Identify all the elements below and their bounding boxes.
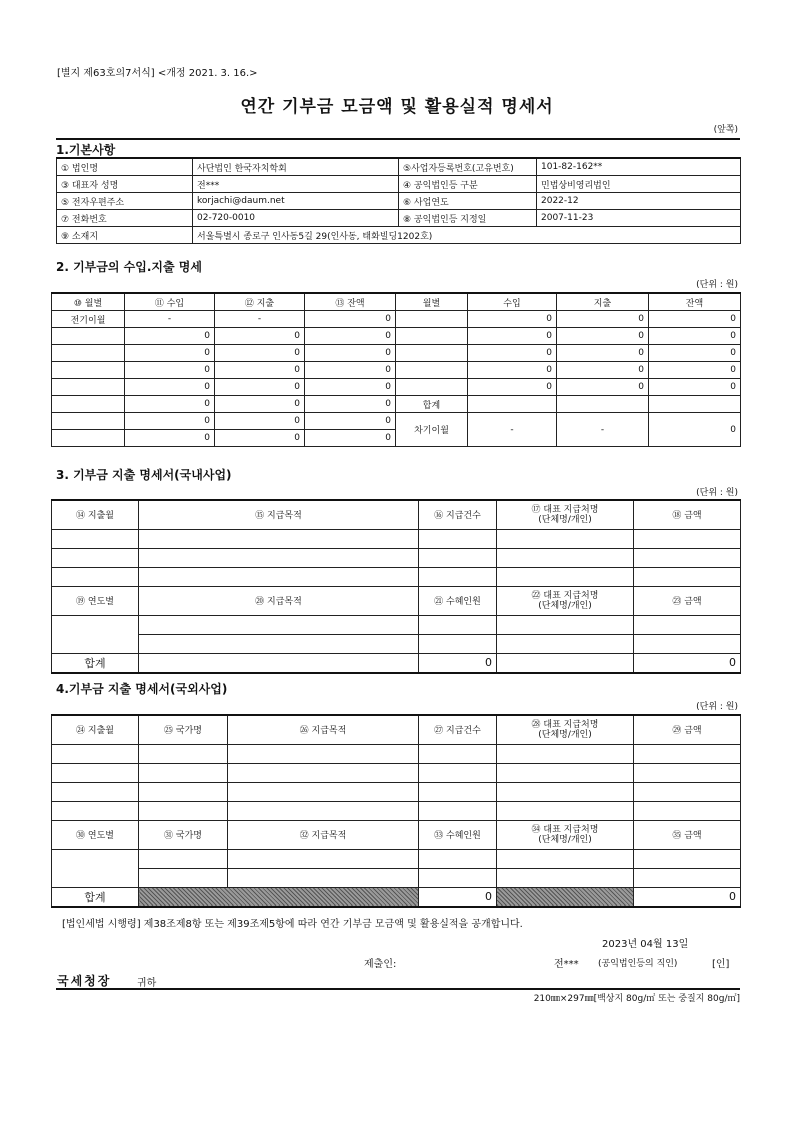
overseas-unit: (단위 : 원)	[696, 702, 738, 712]
domestic-total-amount: 0	[634, 653, 741, 673]
right-row-expense: 0	[557, 328, 649, 345]
col-overseas-amount: ㉙ 금액	[634, 715, 741, 744]
carry-in-income: -	[125, 311, 215, 328]
table-cell	[634, 782, 741, 801]
table-cell	[139, 744, 228, 763]
section-basic-title: 1.기본사항	[56, 143, 116, 157]
table-cell	[634, 529, 741, 548]
table-cell	[52, 615, 139, 653]
carry-in-balance: 0	[305, 311, 396, 328]
col-balance: ⑬ 잔액	[305, 293, 396, 311]
table-cell	[634, 548, 741, 567]
carry-out-balance: 0	[649, 413, 741, 447]
col-domestic-purpose: ⑮ 지급목적	[139, 500, 419, 529]
section-overseas-title: 4.기부금 지출 명세서(국외사업)	[56, 682, 228, 696]
col-overseas-year: ㉚ 연도별	[52, 820, 139, 849]
table-cell	[497, 567, 634, 586]
table-cell	[396, 379, 468, 396]
table-cell	[497, 548, 634, 567]
right-row-expense: 0	[557, 362, 649, 379]
left-row-balance: 0	[305, 328, 396, 345]
col-month-2: 월별	[396, 293, 468, 311]
recipient: 국세청장	[57, 974, 112, 988]
col-expense-2: 지출	[557, 293, 649, 311]
table-cell	[52, 849, 139, 887]
label-designation-date: ⑧ 공익법인등 지정일	[399, 210, 537, 227]
table-cell	[139, 849, 228, 868]
col-month: ⑩ 월별	[52, 293, 125, 311]
honorific: 귀하	[137, 978, 157, 989]
left-row-income: 0	[125, 413, 215, 430]
hatched-cell	[139, 887, 419, 907]
submitter-label: 제출인:	[364, 959, 397, 970]
table-cell	[497, 763, 634, 782]
carry-out-label: 차기이월	[396, 413, 468, 447]
submitter-name: 전***	[554, 959, 579, 970]
right-row-balance: 0	[649, 328, 741, 345]
col-overseas-beneficiaries: ㉝ 수혜인원	[419, 820, 497, 849]
col-overseas-recipient	[497, 715, 634, 744]
label-corp-type: ④ 공익법인등 구분	[399, 176, 537, 193]
table-cell	[497, 782, 634, 801]
table-cell	[497, 653, 634, 673]
total-income	[468, 396, 557, 413]
left-row-expense: 0	[215, 328, 305, 345]
col-domestic-recipient-2-line2: (단체명/개인)	[538, 600, 592, 611]
table-cell	[396, 345, 468, 362]
table-cell	[396, 311, 468, 328]
section-income-title: 2. 기부금의 수입.지출 명세	[56, 260, 202, 274]
value-corp-name: 사단법인 한국자치학회	[193, 158, 399, 176]
table-cell	[497, 615, 634, 634]
table-cell	[419, 615, 497, 634]
col-overseas-count: ㉗ 지급건수	[419, 715, 497, 744]
table-cell	[52, 345, 125, 362]
total-label: 합계	[396, 396, 468, 413]
table-cell	[52, 567, 139, 586]
left-row-balance: 0	[305, 379, 396, 396]
col-overseas-amount-2: ㉟ 금액	[634, 820, 741, 849]
table-cell	[139, 763, 228, 782]
col-domestic-count: ⑯ 지급건수	[419, 500, 497, 529]
income-expense-table	[51, 292, 741, 447]
value-biz-no: 101-82-162**	[537, 158, 741, 176]
col-domestic-month: ⑭ 지출월	[52, 500, 139, 529]
total-balance	[649, 396, 741, 413]
table-cell	[52, 362, 125, 379]
left-row-expense: 0	[215, 430, 305, 447]
value-designation-date: 2007-11-23	[537, 210, 741, 227]
carry-in-label: 전기이월	[52, 311, 125, 328]
right-row-income: 0	[468, 345, 557, 362]
table-cell	[139, 782, 228, 801]
left-row-balance: 0	[305, 430, 396, 447]
label-biz-no: ⑤사업자등록번호(고유번호)	[399, 158, 537, 176]
col-domestic-amount: ⑱ 금액	[634, 500, 741, 529]
table-cell	[52, 801, 139, 820]
table-cell	[228, 868, 419, 887]
left-row-expense: 0	[215, 413, 305, 430]
col-overseas-recipient-2-line2: (단체명/개인)	[538, 834, 592, 845]
table-cell	[497, 849, 634, 868]
table-cell	[634, 801, 741, 820]
left-row-income: 0	[125, 396, 215, 413]
domestic-expense-table	[51, 499, 741, 674]
table-cell	[497, 868, 634, 887]
col-overseas-recipient-line1: ㉘ 대표 지급처명	[531, 719, 599, 730]
overseas-total-label: 합계	[52, 887, 139, 907]
right-row-balance: 0	[649, 311, 741, 328]
col-domestic-recipient-line2: (단체명/개인)	[538, 514, 592, 525]
left-row-income: 0	[125, 345, 215, 362]
table-cell	[139, 653, 419, 673]
left-row-expense: 0	[215, 396, 305, 413]
label-email: ⑤ 전자우편주소	[57, 193, 193, 210]
col-domestic-recipient	[497, 500, 634, 529]
value-email: korjachi@daum.net	[193, 193, 399, 210]
paper-spec: 210㎜×297㎜[백상지 80g/㎡ 또는 중질지 80g/㎡]	[533, 994, 740, 1004]
table-cell	[228, 801, 419, 820]
table-cell	[52, 379, 125, 396]
table-cell	[228, 782, 419, 801]
col-domestic-purpose-2: ⑳ 지급목적	[139, 586, 419, 615]
label-corp-name: ① 법인명	[57, 158, 193, 176]
submitter-role: (공익법인등의 직인)	[598, 959, 678, 969]
table-cell	[634, 744, 741, 763]
value-phone: 02-720-0010	[193, 210, 399, 227]
right-row-balance: 0	[649, 362, 741, 379]
table-cell	[634, 849, 741, 868]
table-cell	[419, 529, 497, 548]
carry-in-expense: -	[215, 311, 305, 328]
table-cell	[228, 744, 419, 763]
form-number: [별지 제63호의7서식] <개정 2021. 3. 16.>	[57, 68, 258, 79]
table-cell	[634, 567, 741, 586]
col-domestic-year: ⑲ 연도별	[52, 586, 139, 615]
table-cell	[52, 328, 125, 345]
table-cell	[419, 744, 497, 763]
col-income-2: 수입	[468, 293, 557, 311]
right-row-expense: 0	[557, 311, 649, 328]
col-overseas-country: ㉕ 국가명	[139, 715, 228, 744]
right-row-income: 0	[468, 379, 557, 396]
table-cell	[52, 744, 139, 763]
carry-out-income: -	[468, 413, 557, 447]
table-cell	[419, 548, 497, 567]
left-row-expense: 0	[215, 345, 305, 362]
col-overseas-country-2: ㉛ 국가명	[139, 820, 228, 849]
document-title: 연간 기부금 모금액 및 활용실적 명세서	[240, 97, 554, 117]
left-row-balance: 0	[305, 396, 396, 413]
label-address: ⑨ 소재지	[57, 227, 193, 244]
table-cell	[52, 396, 125, 413]
left-row-balance: 0	[305, 413, 396, 430]
col-overseas-recipient-2	[497, 820, 634, 849]
table-cell	[52, 430, 125, 447]
left-row-expense: 0	[215, 379, 305, 396]
value-address: 서울특별시 종로구 인사동5길 29(인사동, 태화빌딩1202호)	[193, 227, 741, 244]
carry-out-expense: -	[557, 413, 649, 447]
col-overseas-recipient-2-line1: ㉞ 대표 지급처명	[531, 824, 599, 835]
table-cell	[52, 763, 139, 782]
table-cell	[419, 849, 497, 868]
col-overseas-month: ㉔ 지출월	[52, 715, 139, 744]
right-row-income: 0	[468, 362, 557, 379]
table-cell	[497, 634, 634, 653]
left-row-income: 0	[125, 362, 215, 379]
label-representative: ③ 대표자 성명	[57, 176, 193, 193]
table-cell	[396, 362, 468, 379]
table-cell	[52, 782, 139, 801]
table-cell	[419, 782, 497, 801]
table-cell	[634, 868, 741, 887]
table-cell	[634, 634, 741, 653]
table-cell	[634, 763, 741, 782]
section-domestic-title: 3. 기부금 지출 명세서(국내사업)	[56, 468, 232, 482]
total-expense	[557, 396, 649, 413]
basic-info-table	[56, 157, 741, 244]
left-row-income: 0	[125, 379, 215, 396]
table-cell	[497, 529, 634, 548]
table-cell	[52, 548, 139, 567]
table-cell	[139, 548, 419, 567]
table-cell	[419, 763, 497, 782]
col-domestic-beneficiaries: ㉑ 수혜인원	[419, 586, 497, 615]
table-cell	[139, 615, 419, 634]
right-row-expense: 0	[557, 379, 649, 396]
value-corp-type: 민법상비영리법인	[537, 176, 741, 193]
table-cell	[139, 868, 228, 887]
hatched-cell	[497, 887, 634, 907]
overseas-total-count: 0	[419, 887, 497, 907]
legal-basis-text: [법인세법 시행령] 제38조제8항 또는 제39조제5항에 따라 연간 기부금 모금액 및 활용실적을 공개합니다.	[62, 919, 523, 930]
table-cell	[52, 413, 125, 430]
label-phone: ⑦ 전화번호	[57, 210, 193, 227]
right-row-balance: 0	[649, 379, 741, 396]
table-cell	[396, 328, 468, 345]
left-row-income: 0	[125, 430, 215, 447]
domestic-unit: (단위 : 원)	[696, 488, 738, 498]
col-domestic-amount-2: ㉓ 금액	[634, 586, 741, 615]
table-cell	[419, 634, 497, 653]
income-unit: (단위 : 원)	[696, 280, 738, 290]
page-side-label: (앞쪽)	[713, 125, 738, 135]
table-cell	[139, 529, 419, 548]
domestic-total-count: 0	[419, 653, 497, 673]
right-row-income: 0	[468, 311, 557, 328]
col-income: ⑪ 수입	[125, 293, 215, 311]
left-row-balance: 0	[305, 362, 396, 379]
table-cell	[497, 744, 634, 763]
table-cell	[139, 567, 419, 586]
left-row-expense: 0	[215, 362, 305, 379]
table-cell	[419, 868, 497, 887]
right-row-expense: 0	[557, 345, 649, 362]
col-domestic-recipient-line1: ⑰ 대표 지급처명	[531, 504, 599, 515]
table-cell	[228, 849, 419, 868]
right-row-income: 0	[468, 328, 557, 345]
seal-mark: [인]	[712, 959, 730, 970]
col-overseas-recipient-line2: (단체명/개인)	[538, 729, 592, 740]
submission-date: 2023년 04월 13일	[602, 939, 689, 950]
left-row-balance: 0	[305, 345, 396, 362]
right-row-balance: 0	[649, 345, 741, 362]
value-fiscal-year: 2022-12	[537, 193, 741, 210]
table-cell	[228, 763, 419, 782]
col-overseas-purpose: ㉖ 지급목적	[228, 715, 419, 744]
table-cell	[139, 801, 228, 820]
table-cell	[139, 634, 419, 653]
table-cell	[52, 529, 139, 548]
col-balance-2: 잔액	[649, 293, 741, 311]
table-cell	[419, 567, 497, 586]
overseas-total-amount: 0	[634, 887, 741, 907]
col-overseas-purpose-2: ㉜ 지급목적	[228, 820, 419, 849]
domestic-total-label: 합계	[52, 653, 139, 673]
overseas-expense-table	[51, 714, 741, 908]
table-cell	[419, 801, 497, 820]
value-representative: 전***	[193, 176, 399, 193]
table-cell	[634, 615, 741, 634]
label-fiscal-year: ⑥ 사업연도	[399, 193, 537, 210]
col-domestic-recipient-2	[497, 586, 634, 615]
col-expense: ⑫ 지출	[215, 293, 305, 311]
col-domestic-recipient-2-line1: ㉒ 대표 지급처명	[531, 590, 599, 601]
table-cell	[497, 801, 634, 820]
left-row-income: 0	[125, 328, 215, 345]
